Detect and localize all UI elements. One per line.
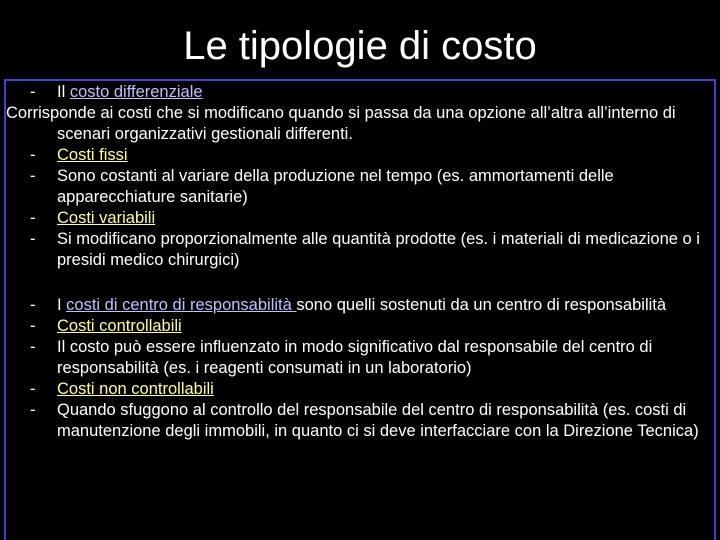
- section1-heading-term: costo differenziale: [69, 83, 203, 101]
- list-item: - Quando sfuggono al controllo del responsabile del centro di responsabilità (es. costi di manutenzione degli immobili, in quanto ci si deve interfacciare con la Direzione Tecnica): [30, 401, 699, 440]
- item-term: Costi non controllabili: [57, 380, 214, 398]
- section1-heading: - Il costo differenziale: [30, 83, 203, 101]
- list-item: - Si modificano proporzionalmente alle quantità prodotte (es. i materiali di medicazione o i presidi medico chirurgici): [30, 230, 700, 269]
- section1-definition: Corrisponde ai costi che si modificano quando si passa da una opzione all’altra all’interno di scenari organizzativi gestionali differenti.: [6, 104, 676, 143]
- item-desc: Quando sfuggono al controllo del responsabile del centro di responsabilità (es. costi di manutenzione degli immobili, in quanto ci si deve interfacciare con la Direzione Tecnica): [57, 401, 699, 440]
- list-item: - Costi controllabili: [30, 317, 182, 335]
- section2-heading: - I costi di centro di responsabilità sono quelli sostenuti da un centro di responsabilità: [30, 296, 667, 314]
- item-term: Costi controllabili: [57, 317, 182, 335]
- item-desc: Il costo può essere influenzato in modo significativo dal responsabile del centro di responsabilità (es. i reagenti consumati in un laboratorio): [57, 338, 653, 377]
- list-item: - Costi non controllabili: [30, 380, 214, 398]
- item-term: Costi fissi: [57, 146, 128, 164]
- item-term: Costi variabili: [57, 209, 156, 227]
- slide-content: [6, 82, 712, 442]
- item-desc: Si modificano proporzionalmente alle quantità prodotte (es. i materiali di medicazione o i presidi medico chirurgici): [57, 230, 700, 269]
- item-desc: Sono costanti al variare della produzione nel tempo (es. ammortamenti delle apparecchiature sanitarie): [57, 167, 614, 206]
- list-item: - Sono costanti al variare della produzione nel tempo (es. ammortamenti delle apparecchiature sanitarie): [30, 167, 614, 206]
- section2-heading-term: costi di centro di responsabilità: [66, 296, 297, 314]
- slide-title: Le tipologie di costo: [183, 24, 537, 68]
- list-item: - Costi variabili: [30, 209, 156, 227]
- list-item: - Costi fissi: [30, 146, 128, 164]
- bullet-dash: -: [30, 83, 36, 101]
- list-item: - Il costo può essere influenzato in modo significativo dal responsabile del centro di responsabilità (es. i reagenti consumati in un laboratorio): [30, 338, 653, 377]
- bullet-dash: -: [30, 296, 36, 314]
